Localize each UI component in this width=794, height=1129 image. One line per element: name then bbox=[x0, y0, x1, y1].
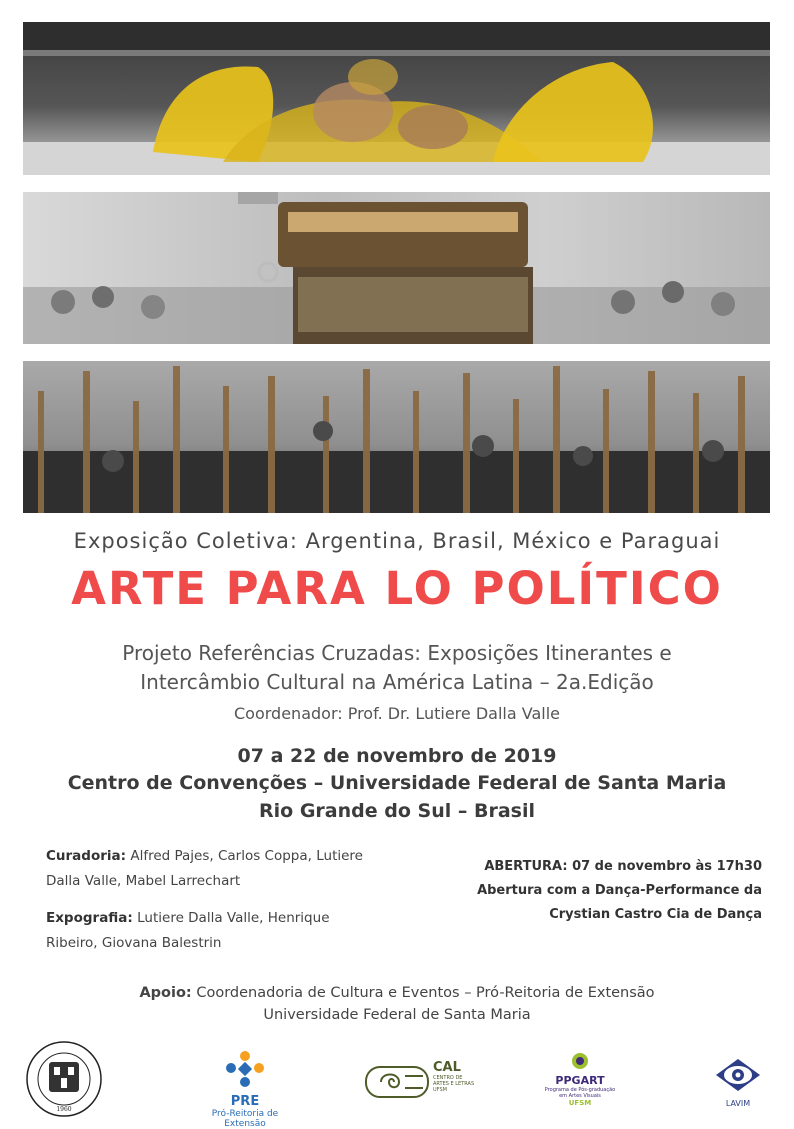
ppgart-sub-3: UFSM bbox=[568, 1099, 592, 1107]
crowd-lunchbox-photo bbox=[23, 192, 770, 344]
lavim-eye-icon bbox=[712, 1055, 764, 1095]
expografia-credits bbox=[46, 906, 366, 956]
opening-info bbox=[477, 855, 762, 927]
event-venue: Centro de Convenções – Universidade Federal de Santa Maria bbox=[67, 772, 727, 794]
ppgart-logo bbox=[530, 1052, 630, 1118]
pre-logo bbox=[195, 1050, 295, 1129]
ufsm-seal-logo bbox=[25, 1040, 103, 1118]
expografia-names: Lutiere Dalla Valle, Henrique Ribeiro, Giovana Balestrin bbox=[46, 910, 330, 951]
ppgart-sub-2: em Artes Visuais bbox=[559, 1093, 601, 1099]
performance-photo bbox=[23, 22, 770, 175]
lavim-name: LAVIM bbox=[725, 1099, 751, 1108]
cal-logo bbox=[365, 1060, 475, 1110]
cal-sub-2: ARTES E LETRAS bbox=[433, 1081, 475, 1087]
support-text: Coordenadoria de Cultura e Eventos – Pró-Reitoria de Extensão bbox=[196, 985, 655, 1001]
curadoria-names: Alfred Pajes, Carlos Coppa, Lutiere Dalla Valle, Mabel Larrechart bbox=[46, 848, 363, 889]
cal-sub-1: CENTRO DE bbox=[433, 1075, 463, 1081]
exhibition-title: ARTE PARA LO POLÍTICO bbox=[71, 562, 723, 615]
exhibition-subtitle: Exposição Coletiva: Argentina, Brasil, México e Paraguai bbox=[73, 529, 721, 553]
pre-people-icon bbox=[223, 1050, 267, 1090]
ppgart-sub-1: Programa de Pós-graduação bbox=[544, 1087, 616, 1093]
opening-line-3: Crystian Castro Cia de Dança bbox=[549, 907, 762, 922]
support-line-2: Universidade Federal de Santa Maria bbox=[263, 1007, 531, 1023]
support-label: Apoio: bbox=[139, 985, 192, 1001]
ppgart-emblem-icon bbox=[568, 1052, 592, 1070]
project-line-2: Intercâmbio Cultural na América Latina – 2a.Edição bbox=[140, 670, 654, 694]
expografia-label: Expografia: bbox=[46, 910, 133, 926]
cal-name: CAL bbox=[433, 1060, 461, 1075]
cal-swirl-icon bbox=[365, 1064, 429, 1100]
sculptures-crowd-photo bbox=[23, 361, 770, 513]
ufsm-year: 1960 bbox=[56, 1106, 72, 1113]
ppgart-name: PPGART bbox=[555, 1074, 605, 1087]
opening-line-2: Abertura com a Dança-Performance da bbox=[477, 883, 762, 898]
performance-photo-illustration bbox=[23, 22, 770, 175]
project-line-1: Projeto Referências Cruzadas: Exposições Itinerantes e bbox=[122, 641, 672, 665]
pre-subtitle: Pró-Reitoria de Extensão bbox=[211, 1109, 279, 1129]
sculptures-crowd-illustration bbox=[23, 361, 770, 513]
curadoria-label: Curadoria: bbox=[46, 848, 127, 864]
cal-sub-3: UFSM bbox=[433, 1087, 447, 1093]
pre-name: PRE bbox=[230, 1094, 260, 1109]
event-region: Rio Grande do Sul – Brasil bbox=[259, 800, 535, 822]
opening-line-1: ABERTURA: 07 de novembro às 17h30 bbox=[484, 859, 762, 874]
event-dates: 07 a 22 de novembro de 2019 bbox=[237, 745, 557, 767]
curadoria-credits bbox=[46, 844, 366, 894]
coordinator-line: Coordenador: Prof. Dr. Lutiere Dalla Valle bbox=[234, 704, 560, 723]
lavim-logo bbox=[708, 1055, 768, 1115]
ufsm-seal-icon bbox=[25, 1040, 103, 1118]
crowd-lunchbox-illustration bbox=[23, 192, 770, 344]
support-line-1 bbox=[0, 985, 794, 1001]
